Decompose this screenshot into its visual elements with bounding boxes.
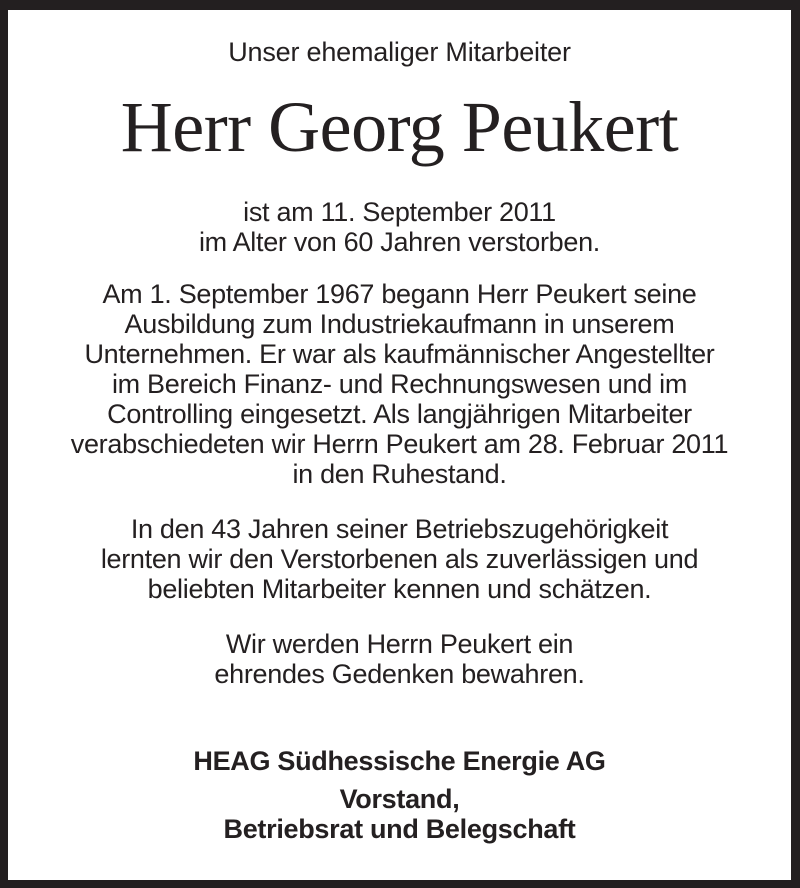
obituary-content	[8, 10, 791, 880]
paragraph-line: verabschiedeten wir Herrn Peukert am 28. Februar 2011	[70, 429, 729, 459]
company-name: HEAG Südhessische Energie AG	[193, 746, 606, 776]
paragraph-line: Wir werden Herrn Peukert ein	[225, 629, 574, 659]
death-line: im Alter von 60 Jahren verstorben.	[198, 227, 600, 257]
paragraph-line: Am 1. September 1967 begann Herr Peukert seine	[102, 279, 697, 309]
paragraph-line: Ausbildung zum Industriekaufmann in unserem	[124, 309, 675, 339]
signature-line: Betriebsrat und Belegschaft	[223, 814, 576, 844]
career-paragraph	[8, 279, 791, 489]
deceased-name-heading: Herr Georg Peukert	[120, 87, 679, 167]
signature-line: Vorstand,	[339, 784, 460, 814]
appreciation-paragraph	[8, 514, 791, 604]
death-line: ist am 11. September 2011	[243, 197, 556, 227]
paragraph-line: in den Ruhestand.	[292, 459, 507, 489]
paragraph-line: In den 43 Jahren seiner Betriebszugehörigkeit	[130, 514, 669, 544]
intro-line: Unser ehemaliger Mitarbeiter	[228, 37, 571, 67]
remembrance-paragraph	[8, 629, 791, 689]
paragraph-line: Controlling eingesetzt. Als langjährigen Mitarbeiter	[107, 399, 692, 429]
paragraph-line: im Bereich Finanz- und Rechnungswesen und im	[111, 369, 688, 399]
signature	[8, 784, 791, 844]
paragraph-line: Unternehmen. Er war als kaufmännischer Angestellter	[84, 339, 715, 369]
death-announcement	[8, 197, 791, 257]
paragraph-line: ehrendes Gedenken bewahren.	[214, 659, 585, 689]
paragraph-line: beliebten Mitarbeiter kennen und schätzen.	[147, 574, 652, 604]
paragraph-line: lernten wir den Verstorbenen als zuverlässigen und	[100, 544, 699, 574]
